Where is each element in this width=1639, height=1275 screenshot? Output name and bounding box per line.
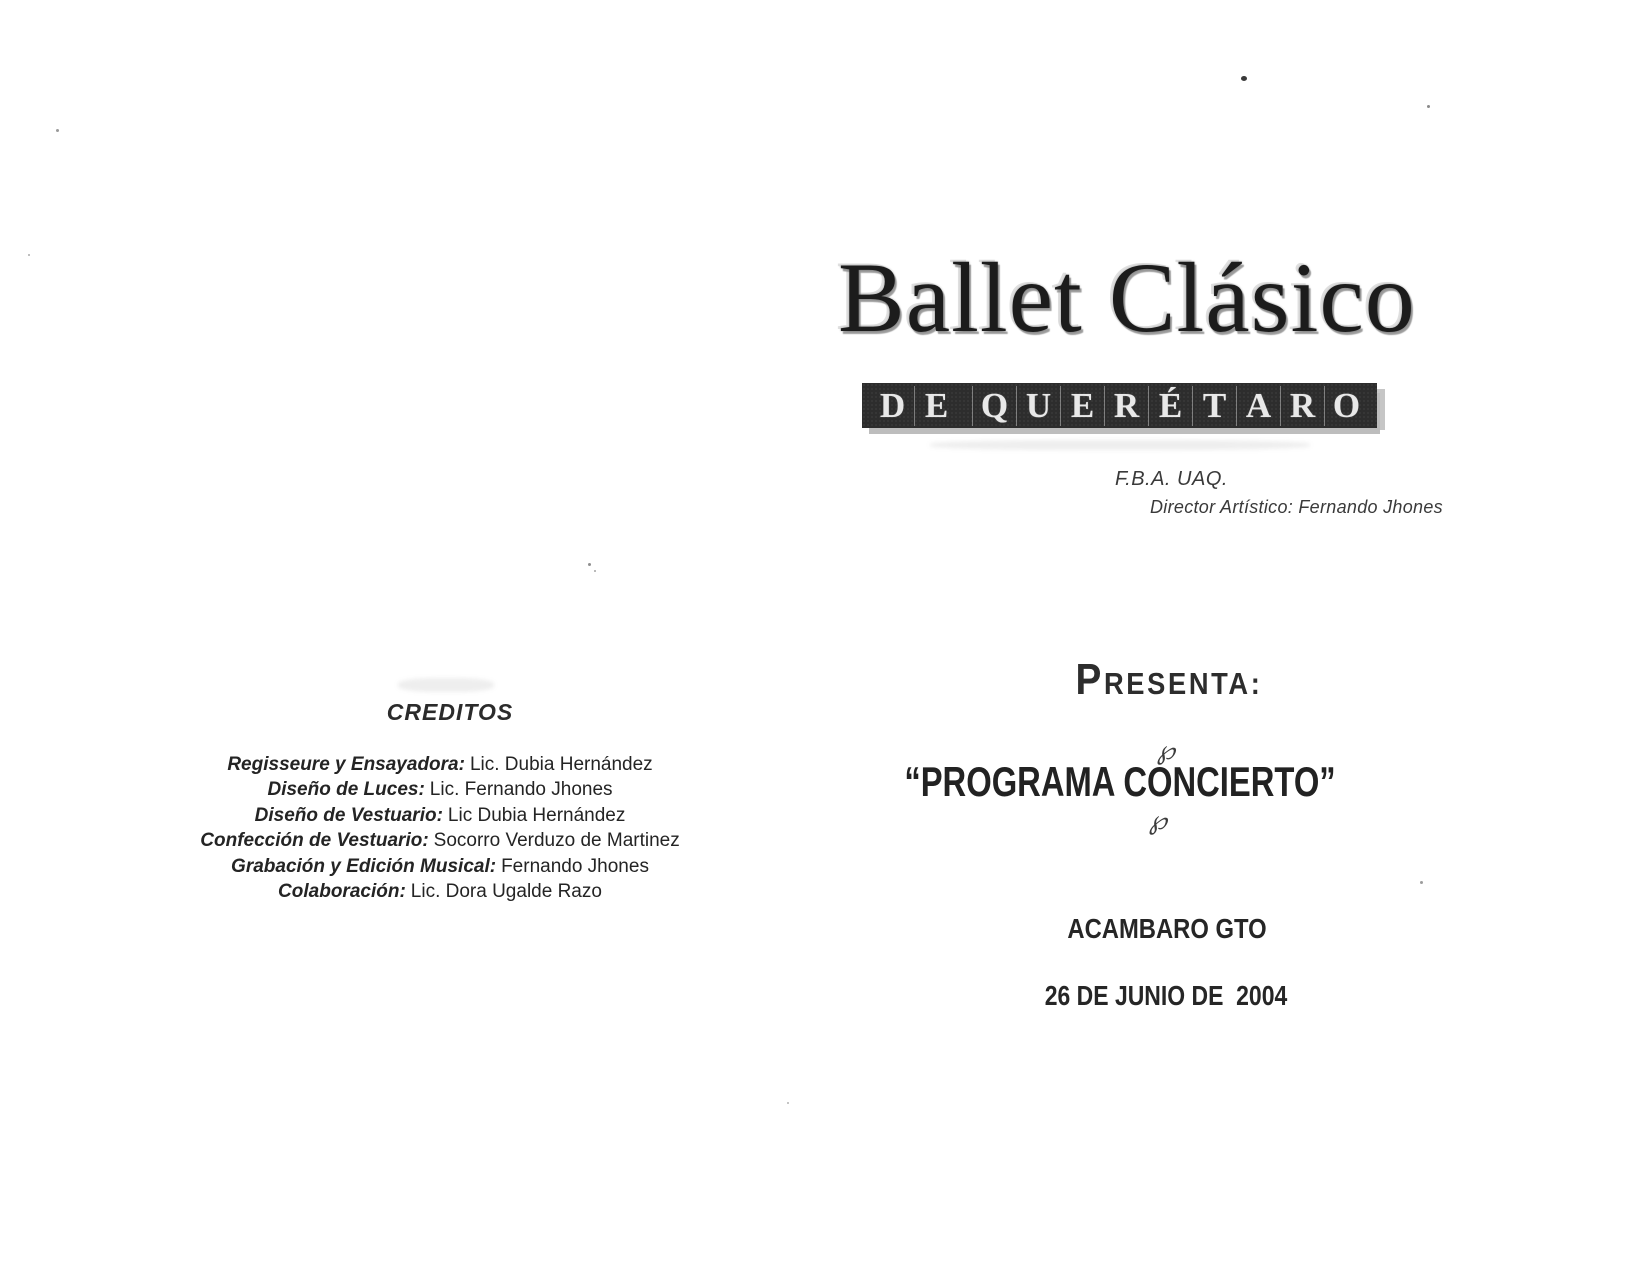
banner-letter: Q — [972, 386, 1016, 426]
scan-speck — [1241, 76, 1247, 81]
scan-smudge — [930, 440, 1310, 450]
credit-label: Diseño de Luces: — [267, 779, 425, 801]
banner-letter: T — [1192, 386, 1236, 426]
squiggle-ornament-icon: ℘ — [1148, 806, 1168, 835]
scan-speck — [787, 1102, 789, 1104]
credits-heading: CREDITOS — [386, 699, 514, 725]
scan-smudge — [398, 678, 494, 692]
organization-label: F.B.A. UAQ. — [1115, 468, 1228, 490]
program-title: “PROGRAMA CONCIERTO” — [904, 758, 1336, 805]
scan-speck — [56, 129, 59, 132]
scan-speck — [1427, 105, 1430, 108]
credit-value: Socorro Verduzo de Martinez — [433, 830, 680, 852]
ballet-logo-banner — [862, 383, 1377, 428]
credit-row — [200, 777, 679, 802]
presenta-initial: P — [1075, 655, 1104, 704]
venue-label: ACAMBARO GTO — [1067, 913, 1267, 944]
credit-value: Lic Dubia Hernández — [447, 804, 626, 826]
credit-label: Confección de Vestuario: — [200, 830, 429, 852]
credit-label: Colaboración: — [278, 881, 406, 903]
banner-letter: O — [1324, 386, 1368, 426]
credit-row — [200, 879, 679, 904]
banner-letter: D — [879, 385, 906, 425]
squiggle-ornament-icon: ℘ — [1156, 736, 1176, 765]
banner-word-gap — [958, 383, 972, 428]
artistic-director-label: Director Artístico: Fernando Jhones — [1150, 497, 1443, 517]
banner-letter: É — [1148, 386, 1192, 426]
credit-row — [200, 803, 679, 828]
banner-letter: E — [1060, 386, 1104, 426]
presenta-rest: RESENTA: — [1103, 666, 1263, 701]
credit-label: Diseño de Vestuario: — [254, 804, 443, 826]
credit-row — [200, 752, 679, 777]
credits-list — [200, 752, 679, 904]
credit-value: Lic. Dubia Hernández — [469, 754, 653, 775]
credit-row — [200, 854, 679, 879]
ballet-logo-title: Ballet Clásico — [838, 242, 1416, 353]
scan-speck — [1420, 881, 1423, 884]
credit-label: Regisseure y Ensayadora: — [227, 754, 465, 775]
banner-letter: A — [1236, 386, 1280, 426]
banner-letter: R — [1104, 386, 1148, 426]
date-label: 26 DE JUNIO DE 2004 — [1044, 980, 1288, 1011]
banner-letter: U — [1016, 386, 1060, 426]
banner-letter: R — [1280, 386, 1324, 426]
credit-value: Lic. Dora Ugalde Razo — [410, 881, 602, 903]
scan-speck — [588, 563, 591, 566]
credit-row — [200, 828, 679, 853]
banner-letter: E — [914, 386, 958, 426]
credit-label: Grabación y Edición Musical: — [231, 855, 497, 877]
credit-value: Fernando Jhones — [501, 855, 649, 877]
scan-speck — [594, 570, 596, 572]
presenta-heading — [1075, 655, 1262, 705]
scan-speck — [28, 254, 30, 256]
credit-value: Lic. Fernando Jhones — [429, 779, 613, 801]
